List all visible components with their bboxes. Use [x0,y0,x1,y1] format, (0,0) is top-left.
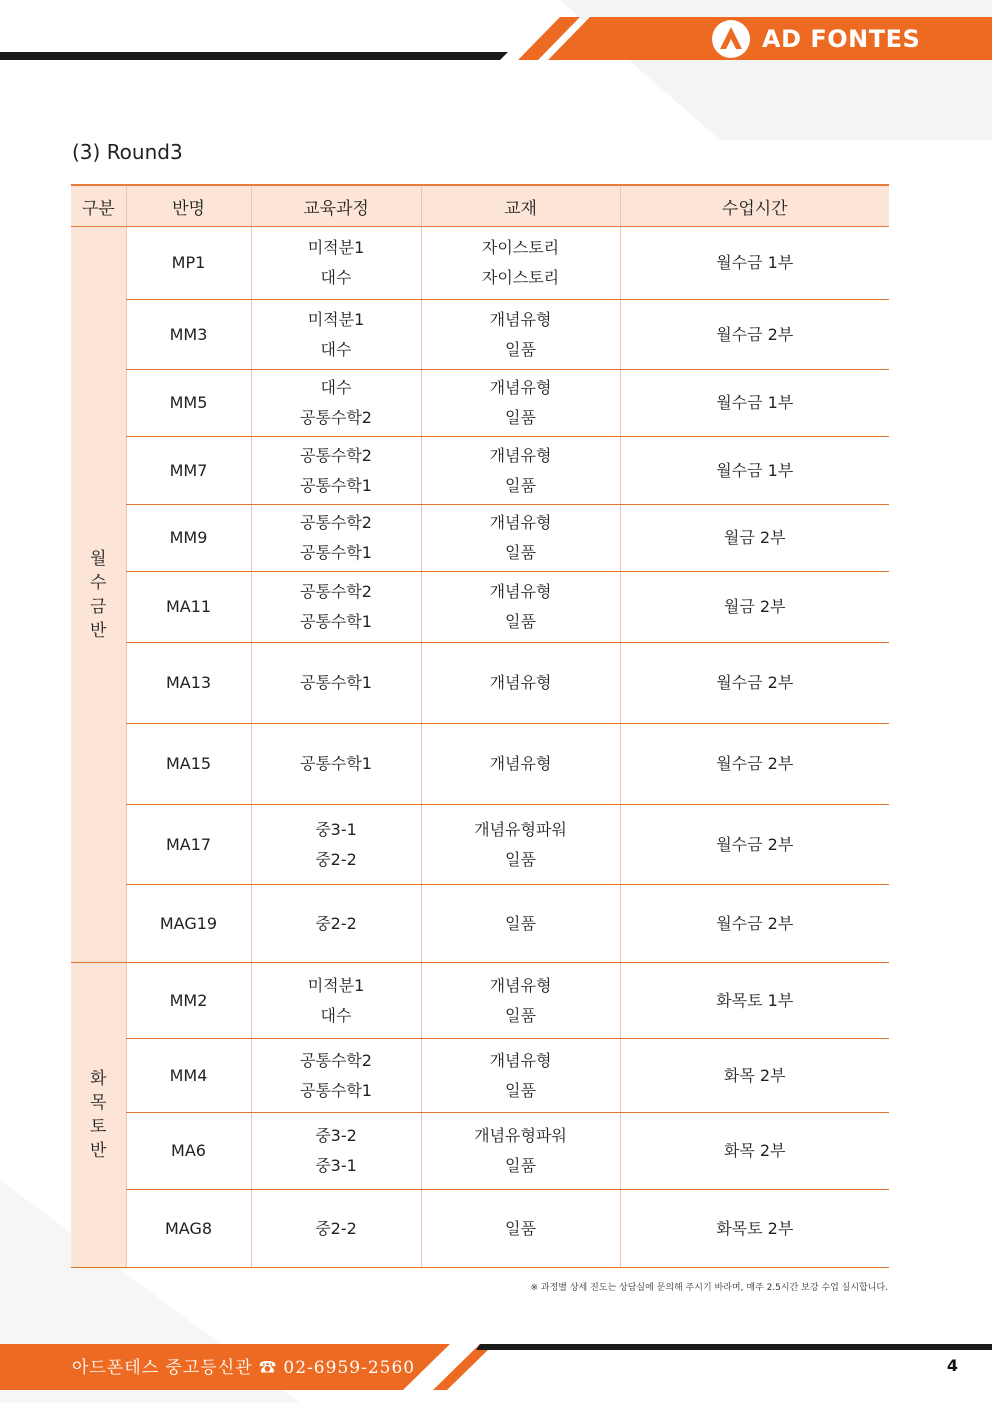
time-cell: 월수금 1부 [620,437,889,505]
book-cell-line: 일품 [505,612,536,631]
course-cell-line: 미적분1 [307,238,365,257]
course-cell-line: 공통수학2 [299,408,372,427]
time-cell: 월수금 2부 [620,300,889,370]
time-cell: 월수금 1부 [620,370,889,437]
table-row [71,370,889,437]
course-cell-line: 공통수학1 [299,543,372,562]
book-cell [421,805,620,885]
class-name-cell: MA13 [126,643,251,724]
course-cell-line: 중3-2 [315,1126,357,1145]
book-cell-line: 개념유형 [489,582,552,601]
book-cell-line: 일품 [505,1218,536,1238]
table-row [71,1190,889,1268]
book-cell-line: 일품 [505,1005,536,1025]
book-cell [421,437,620,505]
section-title: (3) Round3 [72,140,183,164]
course-cell [251,505,421,572]
course-cell [251,370,421,437]
class-name-cell: MA6 [126,1113,251,1190]
class-name-cell: MM5 [126,370,251,437]
book-cell-line: 개념유형 [489,513,552,532]
table-row [71,505,889,572]
book-cell [421,572,620,643]
column-header-class: 반명 [126,185,251,227]
course-cell-line: 중2-2 [315,1218,357,1238]
column-header-book: 교재 [421,185,620,227]
class-name-cell: MA11 [126,572,251,643]
book-cell-line: 일품 [505,339,536,359]
table-header-row [71,185,889,227]
book-cell-line: 개념유형 [489,378,552,397]
book-cell [421,300,620,370]
course-cell-line: 공통수학2 [299,1050,372,1070]
class-name-cell: MP1 [126,227,251,300]
course-cell-line: 중3-1 [315,1156,357,1175]
table-row [71,805,889,885]
table-row [71,1113,889,1190]
course-cell-line: 대수 [320,268,352,287]
group-label: 화 목 토 반 [71,963,126,1268]
course-cell-line: 공통수학1 [299,754,372,773]
book-cell [421,724,620,805]
course-cell-line: 중2-2 [315,913,357,933]
course-cell [251,437,421,505]
time-cell: 월금 2부 [620,572,889,643]
book-cell-line: 일품 [505,1080,536,1100]
table-row [71,300,889,370]
course-cell [251,805,421,885]
course-cell-line: 대수 [320,1005,352,1025]
column-header-time: 수업시간 [620,185,889,227]
time-cell: 화목 2부 [620,1113,889,1190]
class-name-cell: MM3 [126,300,251,370]
class-name-cell: MM2 [126,963,251,1039]
course-cell-line: 중2-2 [315,849,357,869]
book-cell-line: 일품 [505,408,536,427]
book-cell [421,1190,620,1268]
class-name-cell: MAG19 [126,885,251,963]
time-cell: 월수금 2부 [620,724,889,805]
table-row [71,643,889,724]
course-cell [251,724,421,805]
table-row [71,963,889,1039]
table-row [71,724,889,805]
time-cell: 화목토 1부 [620,963,889,1039]
book-cell [421,1039,620,1113]
course-cell [251,963,421,1039]
book-cell [421,1113,620,1190]
time-cell: 화목토 2부 [620,1190,889,1268]
book-cell-line: 일품 [505,543,536,562]
book-cell-line: 개념유형 [489,1050,552,1070]
time-cell: 월수금 1부 [620,227,889,300]
course-cell [251,572,421,643]
class-name-cell: MA17 [126,805,251,885]
course-cell-line: 대수 [320,339,352,359]
course-cell [251,885,421,963]
footer-contact: 아드폰테스 중고등신관 ☎ 02-6959-2560 [72,1358,416,1378]
page-number: 4 [946,1356,958,1375]
time-cell: 월수금 2부 [620,643,889,724]
course-cell-line: 미적분1 [307,309,365,329]
footnote: ※ 과정별 상세 진도는 상담실에 문의해 주시기 바라며, 매주 2.5시간 보강 수업 실시합니다. [530,1283,888,1293]
book-cell-line: 개념유형 [489,975,552,995]
course-cell-line: 대수 [320,378,352,397]
time-cell: 화목 2부 [620,1039,889,1113]
book-cell-line: 자이스토리 [481,238,560,257]
table-row [71,227,889,300]
course-cell-line: 공통수학1 [299,475,372,495]
book-cell-line: 일품 [505,1156,536,1175]
book-cell [421,227,620,300]
course-cell-line: 공통수학2 [299,582,372,601]
time-cell: 월수금 2부 [620,885,889,963]
course-cell-line: 공통수학1 [299,612,372,631]
book-cell-line: 개념유형파워 [474,1126,567,1145]
course-cell-line: 공통수학2 [299,445,372,465]
time-cell: 월수금 2부 [620,805,889,885]
course-cell [251,1039,421,1113]
book-cell-line: 개념유형 [489,445,552,465]
class-name-cell: MM7 [126,437,251,505]
class-name-cell: MM4 [126,1039,251,1113]
logo-text: AD FONTES [762,25,921,53]
table-row [71,1039,889,1113]
book-cell [421,963,620,1039]
table-row [71,885,889,963]
book-cell-line: 자이스토리 [481,268,560,287]
book-cell [421,643,620,724]
course-cell-line: 중3-1 [315,819,357,839]
time-cell: 월금 2부 [620,505,889,572]
brand-logo [712,20,920,58]
book-cell-line: 일품 [505,849,536,869]
book-cell-line: 개념유형 [489,754,552,773]
course-cell-line: 미적분1 [307,975,365,995]
course-cell [251,1113,421,1190]
book-cell-line: 개념유형 [489,309,552,329]
course-cell-line: 공통수학2 [299,513,372,532]
group-label: 월 수 금 반 [71,227,126,963]
book-cell [421,885,620,963]
course-cell-line: 공통수학1 [299,1080,372,1100]
course-cell [251,300,421,370]
class-name-cell: MA15 [126,724,251,805]
class-name-cell: MM9 [126,505,251,572]
course-cell-line: 공통수학1 [299,673,372,692]
course-cell [251,227,421,300]
course-cell [251,643,421,724]
table-row [71,437,889,505]
book-cell-line: 일품 [505,475,536,495]
logo-a-icon [712,20,750,58]
book-cell-line: 개념유형 [489,673,552,692]
class-name-cell: MAG8 [126,1190,251,1268]
course-cell [251,1190,421,1268]
book-cell [421,505,620,572]
schedule-table [71,184,889,1268]
column-header-group: 구분 [71,185,126,227]
column-header-course: 교육과정 [251,185,421,227]
book-cell [421,370,620,437]
table-row [71,572,889,643]
book-cell-line: 개념유형파워 [474,819,567,839]
book-cell-line: 일품 [505,913,536,933]
